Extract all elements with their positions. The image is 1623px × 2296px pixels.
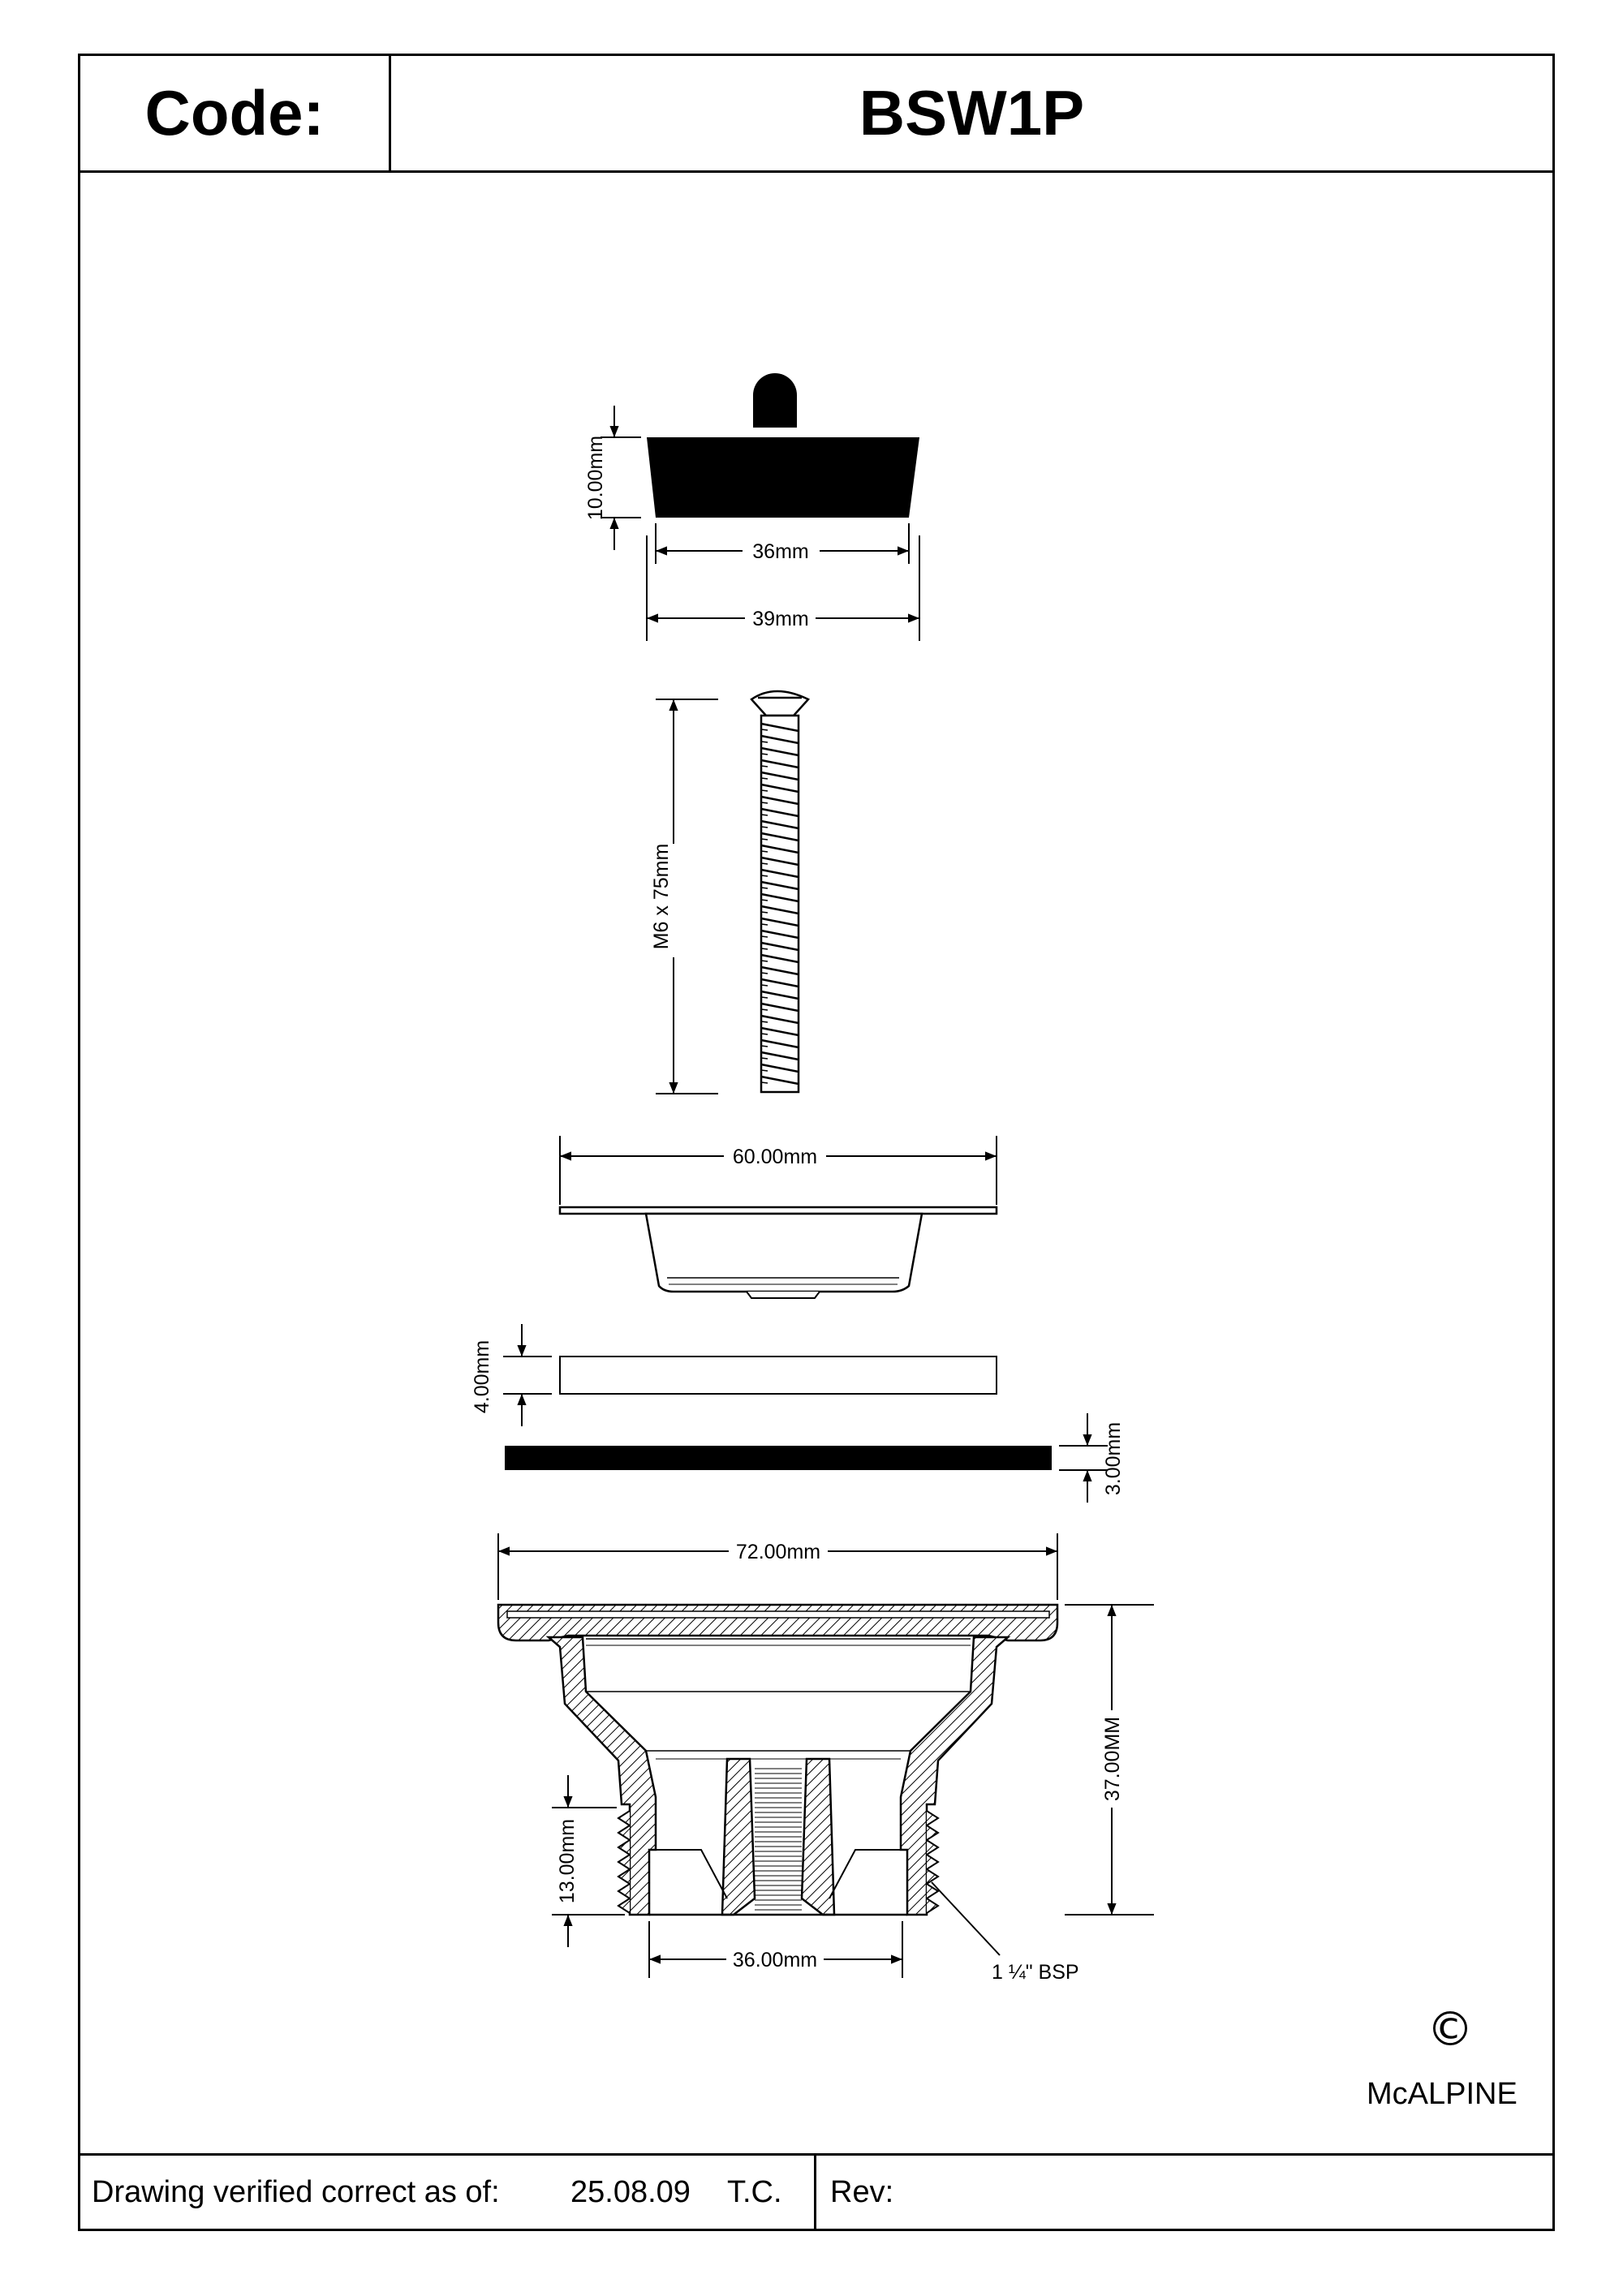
thread-tooth — [618, 1840, 630, 1855]
flange-width-label: 72.00mm — [735, 1541, 821, 1563]
thread-tooth — [618, 1855, 630, 1869]
screw-thread-line — [761, 766, 768, 767]
brand-name: McALPINE — [1367, 2077, 1518, 2111]
screw-thread-line — [761, 973, 768, 974]
screw-thread-line — [761, 1046, 768, 1047]
waste-body-section — [498, 1605, 1057, 1915]
product-code: BSW1P — [859, 77, 1085, 148]
screw-thread-line — [761, 802, 768, 803]
thread-tooth — [927, 1869, 938, 1884]
screw-thread-line — [761, 924, 768, 925]
verified-label: Drawing verified correct as of: — [92, 2175, 500, 2209]
copyright-icon: © — [1427, 2001, 1474, 2057]
thread-tooth — [927, 1898, 938, 1913]
verifier-initials: T.C. — [727, 2175, 782, 2209]
revision-label: Rev: — [830, 2175, 894, 2209]
screw-thread-line — [761, 900, 768, 901]
washer — [560, 1357, 997, 1394]
plug-height-label: 10.00mm — [584, 435, 607, 521]
washer-thickness-dimension — [503, 1324, 552, 1426]
code-label: Code: — [80, 56, 391, 170]
bore-threads — [755, 1769, 802, 1910]
screw-thread-line — [761, 851, 768, 852]
thread-tooth — [618, 1869, 630, 1884]
thread-tooth — [927, 1811, 938, 1825]
screw-thread-line — [761, 827, 768, 828]
strainer-grid — [560, 1207, 997, 1298]
thread-tooth — [618, 1825, 630, 1840]
gasket-thickness-dimension — [1059, 1413, 1108, 1503]
screw-thread-line — [761, 754, 768, 755]
verified-date: 25.08.09 — [570, 2175, 691, 2209]
washer-thickness-label: 4.00mm — [471, 1339, 493, 1414]
plug-top-label: 39mm — [752, 608, 809, 630]
screw-thread-line — [761, 948, 768, 949]
thread-tooth — [618, 1884, 630, 1898]
thread-tooth — [618, 1811, 630, 1825]
screw — [751, 691, 808, 1092]
screw-thread-line — [761, 1021, 768, 1022]
gasket-thickness-label: 3.00mm — [1102, 1421, 1125, 1496]
screw-thread-line — [761, 729, 768, 730]
screw-thread-line — [761, 1009, 768, 1010]
screw-thread-line — [761, 863, 768, 864]
screw-thread-line — [761, 778, 768, 779]
thread-tooth — [927, 1855, 938, 1869]
thread-spec-label: 1 ¼" BSP — [992, 1961, 1079, 1984]
screw-thread-line — [761, 1070, 768, 1071]
thread-tooth — [927, 1840, 938, 1855]
screw-thread-line — [761, 790, 768, 791]
screw-thread-line — [761, 875, 768, 876]
thread-tooth — [927, 1825, 938, 1840]
external-threads — [618, 1811, 938, 1913]
thread-spec-leader — [932, 1882, 1000, 1955]
screw-thread-line — [761, 985, 768, 986]
rubber-plug — [647, 373, 919, 518]
thread-tooth — [618, 1898, 630, 1913]
screw-thread-line — [761, 1058, 768, 1059]
gasket — [505, 1446, 1052, 1470]
thread-diameter-label: 36.00mm — [732, 1949, 818, 1971]
screw-thread-line — [761, 839, 768, 840]
screw-thread-line — [761, 936, 768, 937]
thread-length-label: 13.00mm — [556, 1818, 579, 1904]
grid-width-label: 60.00mm — [732, 1146, 818, 1168]
screw-thread-line — [761, 1082, 768, 1083]
plug-bottom-label: 36mm — [752, 540, 809, 563]
body-height-label: 37.00MM — [1101, 1716, 1124, 1802]
screw-label: M6 x 75mm — [650, 843, 673, 950]
screw-thread-line — [761, 912, 768, 913]
thread-tooth — [927, 1884, 938, 1898]
screw-thread-line — [761, 997, 768, 998]
